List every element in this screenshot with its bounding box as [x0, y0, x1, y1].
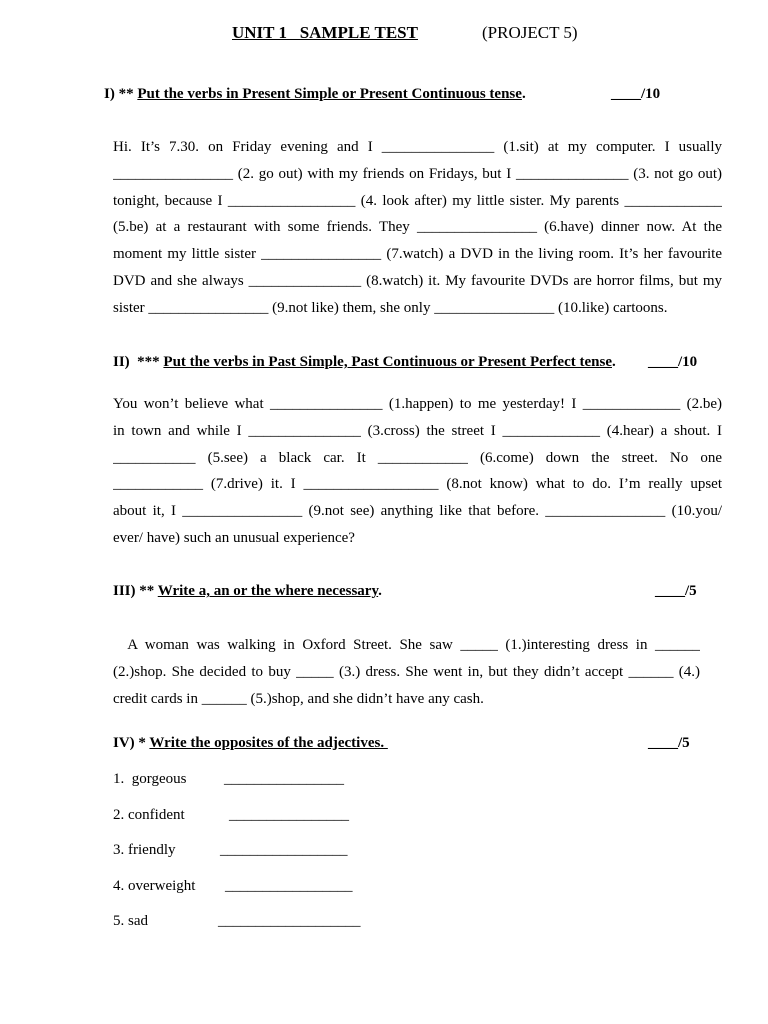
paragraph-line: (5.be) at a restaurant with some friends. They ________________ (6.have) dinner now. At the: [113, 219, 722, 236]
paragraph-line: about it, I ________________ (9.not see) anything like that before. ________________ (10.you/: [113, 503, 722, 520]
adjective-item: [113, 878, 195, 895]
difficulty-stars: **: [135, 583, 158, 599]
section-number: II): [113, 354, 130, 370]
answer-blank: ___________________: [218, 913, 361, 929]
section-number: IV: [113, 735, 130, 751]
paragraph-line: ____________ (7.drive) it. I __________________ (8.not know) what to do. I’m really upset: [113, 476, 722, 493]
page-title: [232, 23, 418, 43]
paragraph-line: tonight, because I _________________ (4. look after) my little sister. My parents _____________: [113, 192, 722, 209]
paragraph-line: in town and while I _______________ (3.cross) the street I _____________ (4.hear) a shout. I: [113, 422, 722, 439]
section-2-paragraph: [113, 391, 722, 552]
paragraph-line: You won’t believe what _______________ (1.happen) to me yesterday! I _____________ (2.be): [113, 396, 722, 412]
section-2-score: ____/10: [648, 354, 698, 370]
section-4-score: ____/5: [648, 735, 690, 751]
section-number: III): [113, 583, 136, 599]
answer-blank: ________________: [224, 771, 344, 787]
adjective-label: 2. confident: [113, 807, 185, 823]
paragraph-line: Hi. It’s 7.30. on Friday evening and I _______________ (1.sit) at my computer. I usually: [113, 139, 722, 155]
adjective-label: 3. friendly: [113, 842, 176, 858]
section-1-paragraph: [113, 134, 722, 322]
paragraph-line: credit cards in ______ (5.)shop, and she didn’t have any cash.: [113, 690, 484, 707]
answer-blank: _________________: [225, 878, 353, 894]
section-number: I): [104, 86, 115, 102]
paragraph-line: (2.)shop. She decided to buy _____ (3.) dress. She went in, but they didn’t accept ______ (4.): [113, 663, 700, 680]
section-3-score: ____/5: [655, 583, 697, 599]
adjective-item: [113, 807, 185, 824]
answer-blank: _________________: [220, 842, 348, 858]
section-1-score: ____/10: [611, 86, 661, 102]
paragraph-line: moment my little sister ________________ (7.watch) a DVD in the living room. It’s her favourite: [113, 246, 722, 263]
section-4-heading: [113, 735, 388, 752]
paragraph-line: DVD and she always _______________ (8.watch) it. My favourite DVDs are horror films, but my: [113, 272, 722, 289]
adjective-label: 5. sad: [113, 913, 148, 929]
section-instruction: Put the verbs in Past Simple, Past Continuous or Present Perfect tense: [163, 354, 612, 370]
adjective-item: [113, 771, 186, 788]
section-3-paragraph: [113, 632, 700, 712]
paragraph-line: ________________ (2. go out) with my friends on Fridays, but I _______________ (3. not go out): [113, 165, 722, 182]
project-label: (PROJECT 5): [482, 23, 578, 42]
difficulty-stars: **: [114, 86, 138, 102]
paragraph-line: ___________ (5.see) a black car. It ____________ (6.come) down the street. No one: [113, 449, 722, 466]
section-instruction: Write a, an or the where necessary: [157, 583, 379, 599]
difficulty-stars: ***: [129, 354, 164, 370]
answer-blank: ________________: [229, 807, 349, 823]
section-2-heading: II) *** Put the verbs in Past Simple, Past Continuous or Present Perfect tense.: [113, 354, 616, 370]
paragraph-line: ever/ have) such an unusual experience?: [113, 529, 355, 546]
adjective-label: 4. overweight: [113, 878, 196, 894]
paragraph-line: A woman was walking in Oxford Street. She saw _____ (1.)interesting dress in ______: [113, 637, 700, 653]
adjective-item: [113, 842, 175, 859]
adjective-item: [113, 913, 148, 930]
section-instruction: Write the opposites of the adjectives.: [149, 735, 388, 751]
adjective-label: 1. gorgeous: [113, 771, 187, 787]
difficulty-stars: ) *: [129, 735, 150, 751]
section-3-heading: III) ** Write a, an or the where necessary.: [113, 583, 382, 599]
section-instruction: Put the verbs in Present Simple or Present Continuous tense: [137, 86, 522, 102]
section-1-heading: I) ** Put the verbs in Present Simple or Present Continuous tense.: [104, 86, 526, 102]
paragraph-line: sister ________________ (9.not like) them, she only ________________ (10.like) cartoons.: [113, 299, 668, 316]
unit-title: UNIT 1 SAMPLE TEST: [232, 23, 418, 42]
